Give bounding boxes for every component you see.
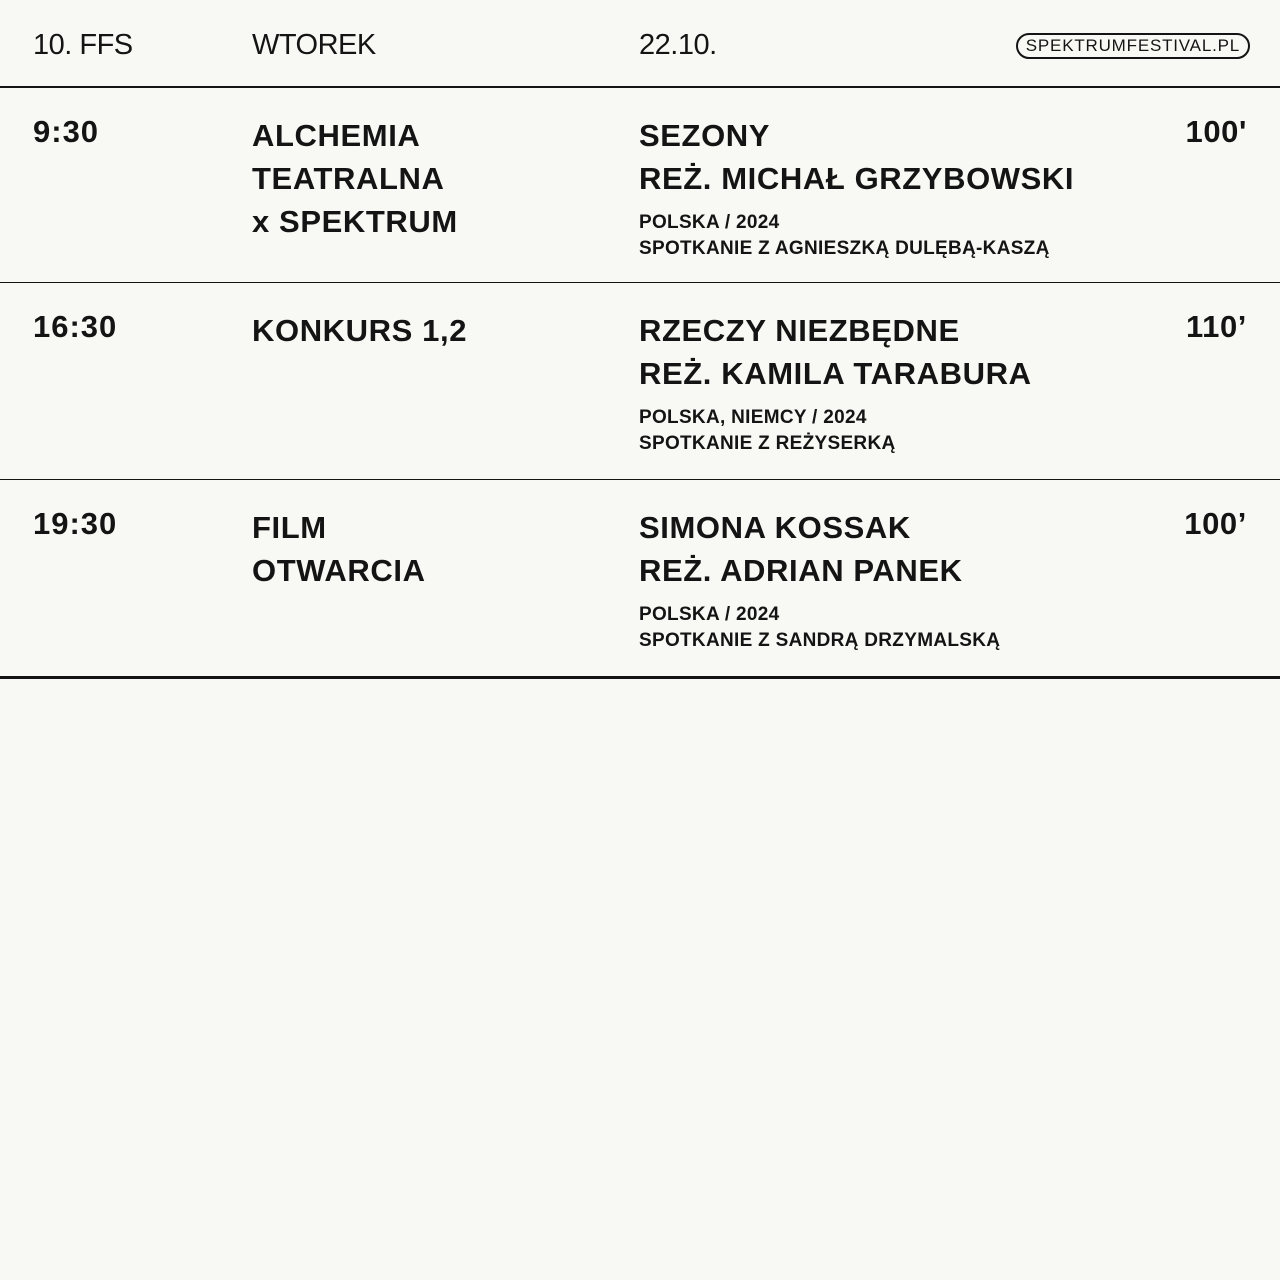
film-info xyxy=(639,114,1074,262)
screening-time: 19:30 xyxy=(33,506,118,541)
film-country-year: POLSKA / 2024 xyxy=(639,604,780,625)
screening-section xyxy=(252,309,467,352)
screening-row xyxy=(0,283,1280,480)
festival-url-link[interactable]: SPEKTRUMFESTIVAL.PL xyxy=(1016,33,1250,59)
weekday-label: WTOREK xyxy=(252,29,376,61)
film-meeting: SPOTKANIE Z AGNIESZKĄ DULĘBĄ-KASZĄ xyxy=(639,238,1050,259)
film-info xyxy=(639,309,1032,457)
film-director: REŻ. ADRIAN PANEK xyxy=(639,553,963,588)
date-label: 22.10. xyxy=(639,29,717,61)
film-info xyxy=(639,506,1000,654)
film-country-year: POLSKA / 2024 xyxy=(639,212,780,233)
film-duration: 100' xyxy=(1185,114,1247,149)
film-title: RZECZY NIEZBĘDNE xyxy=(639,313,960,348)
section-line: x SPEKTRUM xyxy=(252,204,458,239)
film-country-year: POLSKA, NIEMCY / 2024 xyxy=(639,407,867,428)
screening-row xyxy=(0,88,1280,283)
film-director: REŻ. KAMILA TARABURA xyxy=(639,356,1032,391)
film-title: SEZONY xyxy=(639,118,771,153)
section-line: FILM xyxy=(252,510,327,545)
festival-edition: 10. FFS xyxy=(33,29,133,61)
screening-time: 9:30 xyxy=(33,114,100,149)
film-meeting: SPOTKANIE Z SANDRĄ DRZYMALSKĄ xyxy=(639,630,1001,651)
screening-section xyxy=(252,506,426,592)
section-line: TEATRALNA xyxy=(252,161,445,196)
film-meeting: SPOTKANIE Z REŻYSERKĄ xyxy=(639,433,896,454)
film-duration: 100’ xyxy=(1184,506,1247,541)
film-duration: 110’ xyxy=(1185,309,1247,344)
screening-row xyxy=(0,480,1280,679)
section-line: OTWARCIA xyxy=(252,553,426,588)
section-line: KONKURS 1,2 xyxy=(252,313,468,348)
film-title: SIMONA KOSSAK xyxy=(639,510,911,545)
screening-time: 16:30 xyxy=(33,309,118,344)
film-director: REŻ. MICHAŁ GRZYBOWSKI xyxy=(639,161,1075,196)
section-line: ALCHEMIA xyxy=(252,118,421,153)
schedule-header xyxy=(0,0,1280,88)
screening-section xyxy=(252,114,458,243)
